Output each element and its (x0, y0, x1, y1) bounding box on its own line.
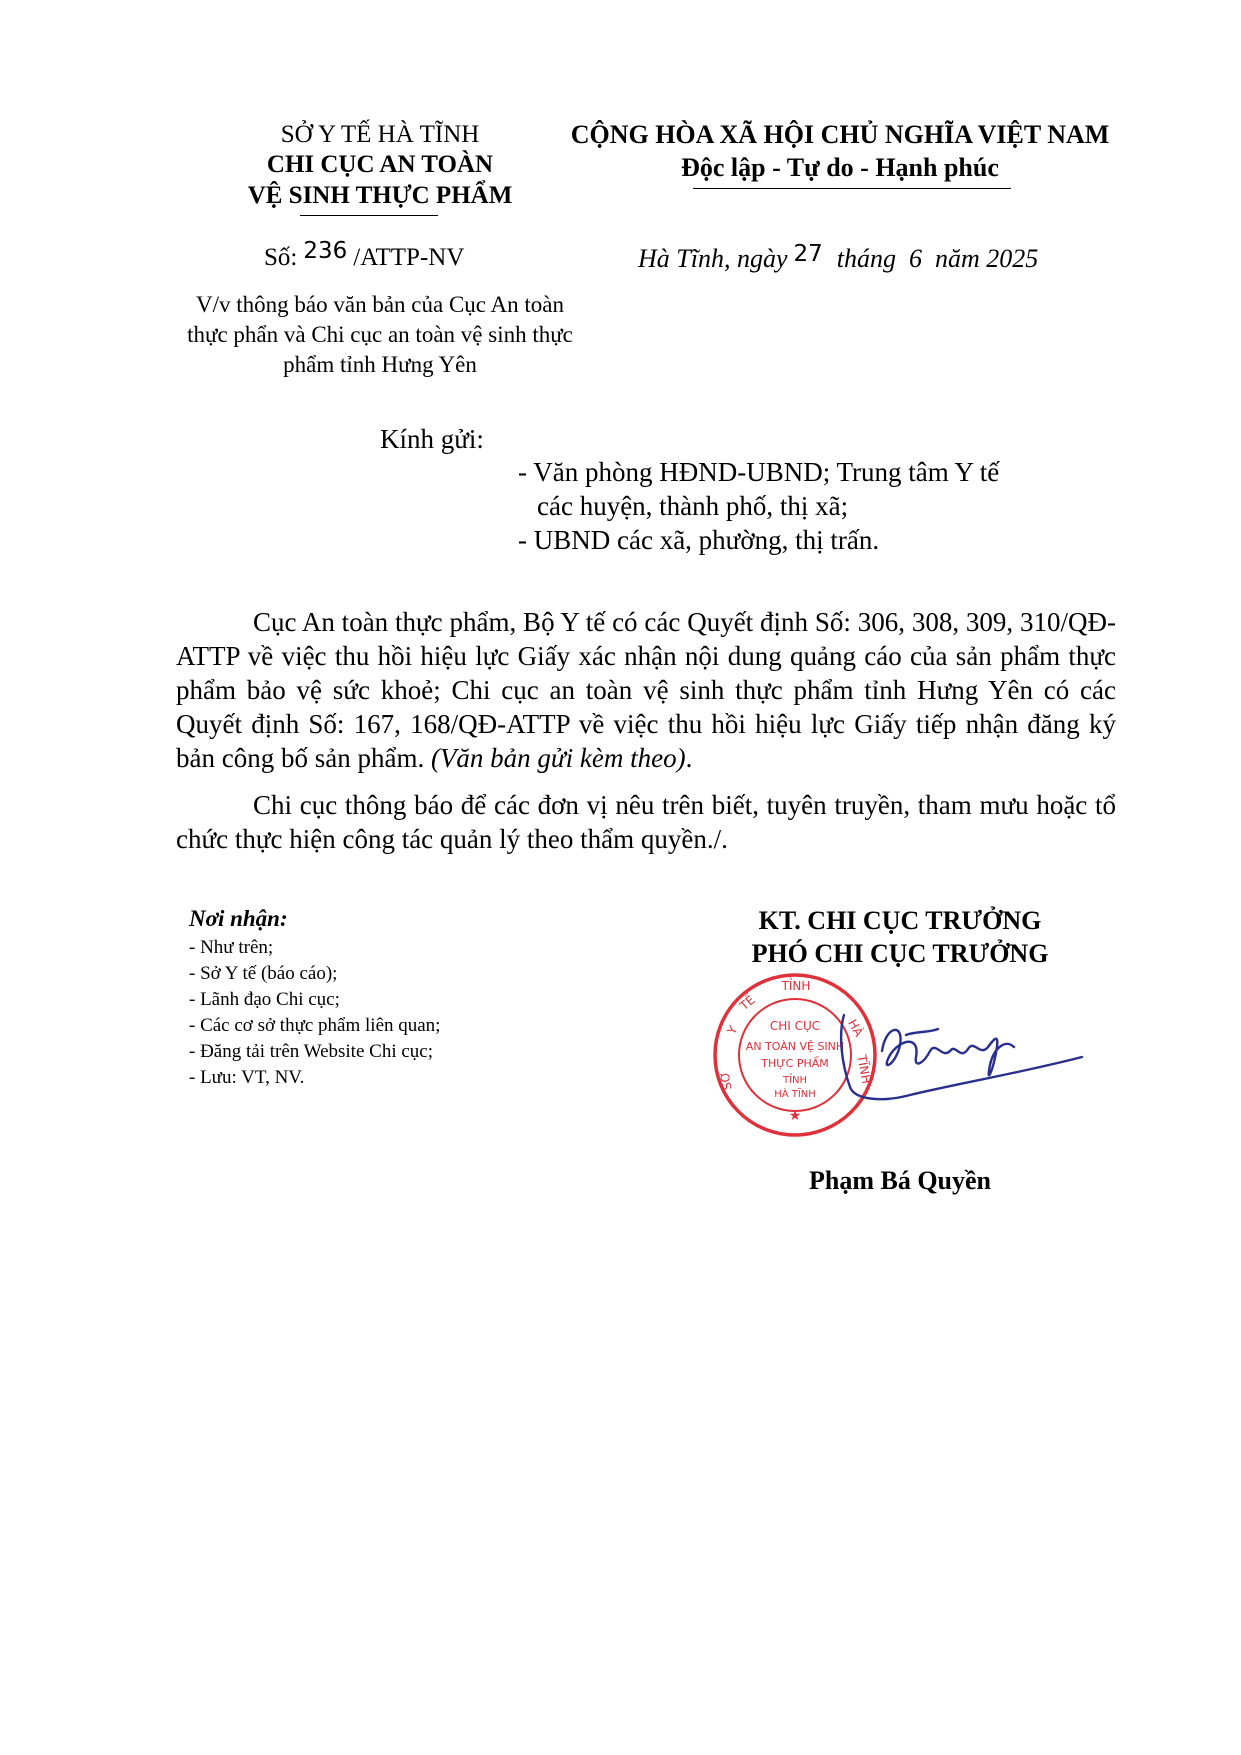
distribution-item: - Sở Y tế (báo cáo); (189, 963, 338, 984)
date-month-year: tháng 6 năm 2025 (836, 244, 1039, 273)
body-paragraph-1-text: Cục An toàn thực phẩm, Bộ Y tế có các Quyết định Số: 306, 308, 309, 310/QĐ-ATTP về việc thu hồi hiệu lực Giấy xác nhận nội dung quảng cáo của sản phẩm thực phẩm bảo vệ sức khoẻ; Chi cục an toàn vệ sinh thực phẩm tỉnh Hưng Yên có các Quyết định Số: 167, 168/QĐ-ATTP về việc thu hồi hiệu lực Giấy tiếp nhận đăng ký bản công bố sản phẩm. (176, 607, 1116, 773)
distribution-item: - Lưu: VT, NV. (189, 1067, 305, 1088)
svg-text:HÀ: HÀ (845, 1017, 866, 1039)
recipient-line: các huyện, thành phố, thị xã; (537, 491, 849, 521)
document-number-label: Số: (264, 244, 298, 271)
svg-text:Y: Y (724, 1023, 741, 1037)
svg-text:HÀ TĨNH: HÀ TĨNH (774, 1089, 816, 1100)
nation-title: CỘNG HÒA XÃ HỘI CHỦ NGHĨA VIỆT NAM (570, 120, 1110, 149)
distribution-title: Nơi nhận: (189, 906, 288, 931)
recipients-list (518, 455, 999, 557)
distribution-item: - Như trên; (189, 937, 274, 958)
document-date (638, 241, 1039, 275)
org-parent: SỞ Y TẾ HÀ TĨNH (280, 121, 480, 148)
org-name-line1: CHI CỤC AN TOÀN (266, 151, 494, 178)
document-number-value: 236 (303, 238, 348, 264)
svg-text:CHI CỤC: CHI CỤC (769, 1019, 821, 1033)
body-paragraph-1 (176, 605, 1116, 775)
recipient-line: - Văn phòng HĐND-UBND; Trung tâm Y tế (518, 457, 1000, 487)
distribution-item: - Đăng tải trên Website Chi cục; (189, 1041, 433, 1062)
distribution-item: - Lãnh đạo Chi cục; (189, 989, 340, 1010)
svg-text:TẾ: TẾ (737, 992, 758, 1014)
signer-title: PHÓ CHI CỤC TRƯỞNG (751, 939, 1049, 968)
svg-text:TỈNH: TỈNH (782, 1075, 808, 1086)
header-left-divider (300, 215, 438, 216)
attachment-note: (Văn bản gửi kèm theo) (430, 743, 686, 773)
org-name-line2: VỆ SINH THỰC PHẨM (247, 182, 513, 209)
signer-authority: KT. CHI CỤC TRƯỞNG (758, 906, 1042, 935)
document-number-suffix: /ATTP-NV (353, 244, 465, 271)
header-right-divider (693, 188, 1011, 189)
svg-text:THỰC PHẨM: THỰC PHẨM (761, 1057, 829, 1070)
svg-text:TỈNH: TỈNH (781, 979, 811, 993)
handwritten-signature (820, 995, 1090, 1115)
svg-text:TĨNH: TĨNH (854, 1053, 874, 1085)
document-number (264, 238, 465, 273)
svg-text:SỞ: SỞ (717, 1070, 735, 1092)
distribution-list (189, 935, 440, 1091)
date-place: Hà Tĩnh, ngày (638, 244, 788, 273)
body-paragraph-1-end: . (685, 743, 693, 773)
document-body (176, 605, 1116, 869)
nation-motto: Độc lập - Tự do - Hạnh phúc (681, 153, 999, 182)
date-day: 27 (793, 241, 823, 267)
document-subject: V/v thông báo văn bản của Cục An toàn thực phẩn và Chi cục an toàn vệ sinh thực phẩm tỉnh Hưng Yên (187, 292, 573, 377)
svg-text:AN TOÀN VỆ SINH: AN TOÀN VỆ SINH (745, 1040, 845, 1053)
recipient-line: - UBND các xã, phường, thị trấn. (518, 525, 880, 555)
signer-name: Phạm Bá Quyền (808, 1166, 992, 1195)
body-paragraph-2: Chi cục thông báo để các đơn vị nêu trên biết, tuyên truyền, tham mưu hoặc tổ chức thực hiện công tác quản lý theo thẩm quyền./. (176, 790, 1116, 854)
distribution-item: - Các cơ sở thực phẩm liên quan; (189, 1015, 441, 1036)
svg-text:★: ★ (788, 1108, 802, 1124)
recipients-label: Kính gửi: (380, 424, 484, 454)
